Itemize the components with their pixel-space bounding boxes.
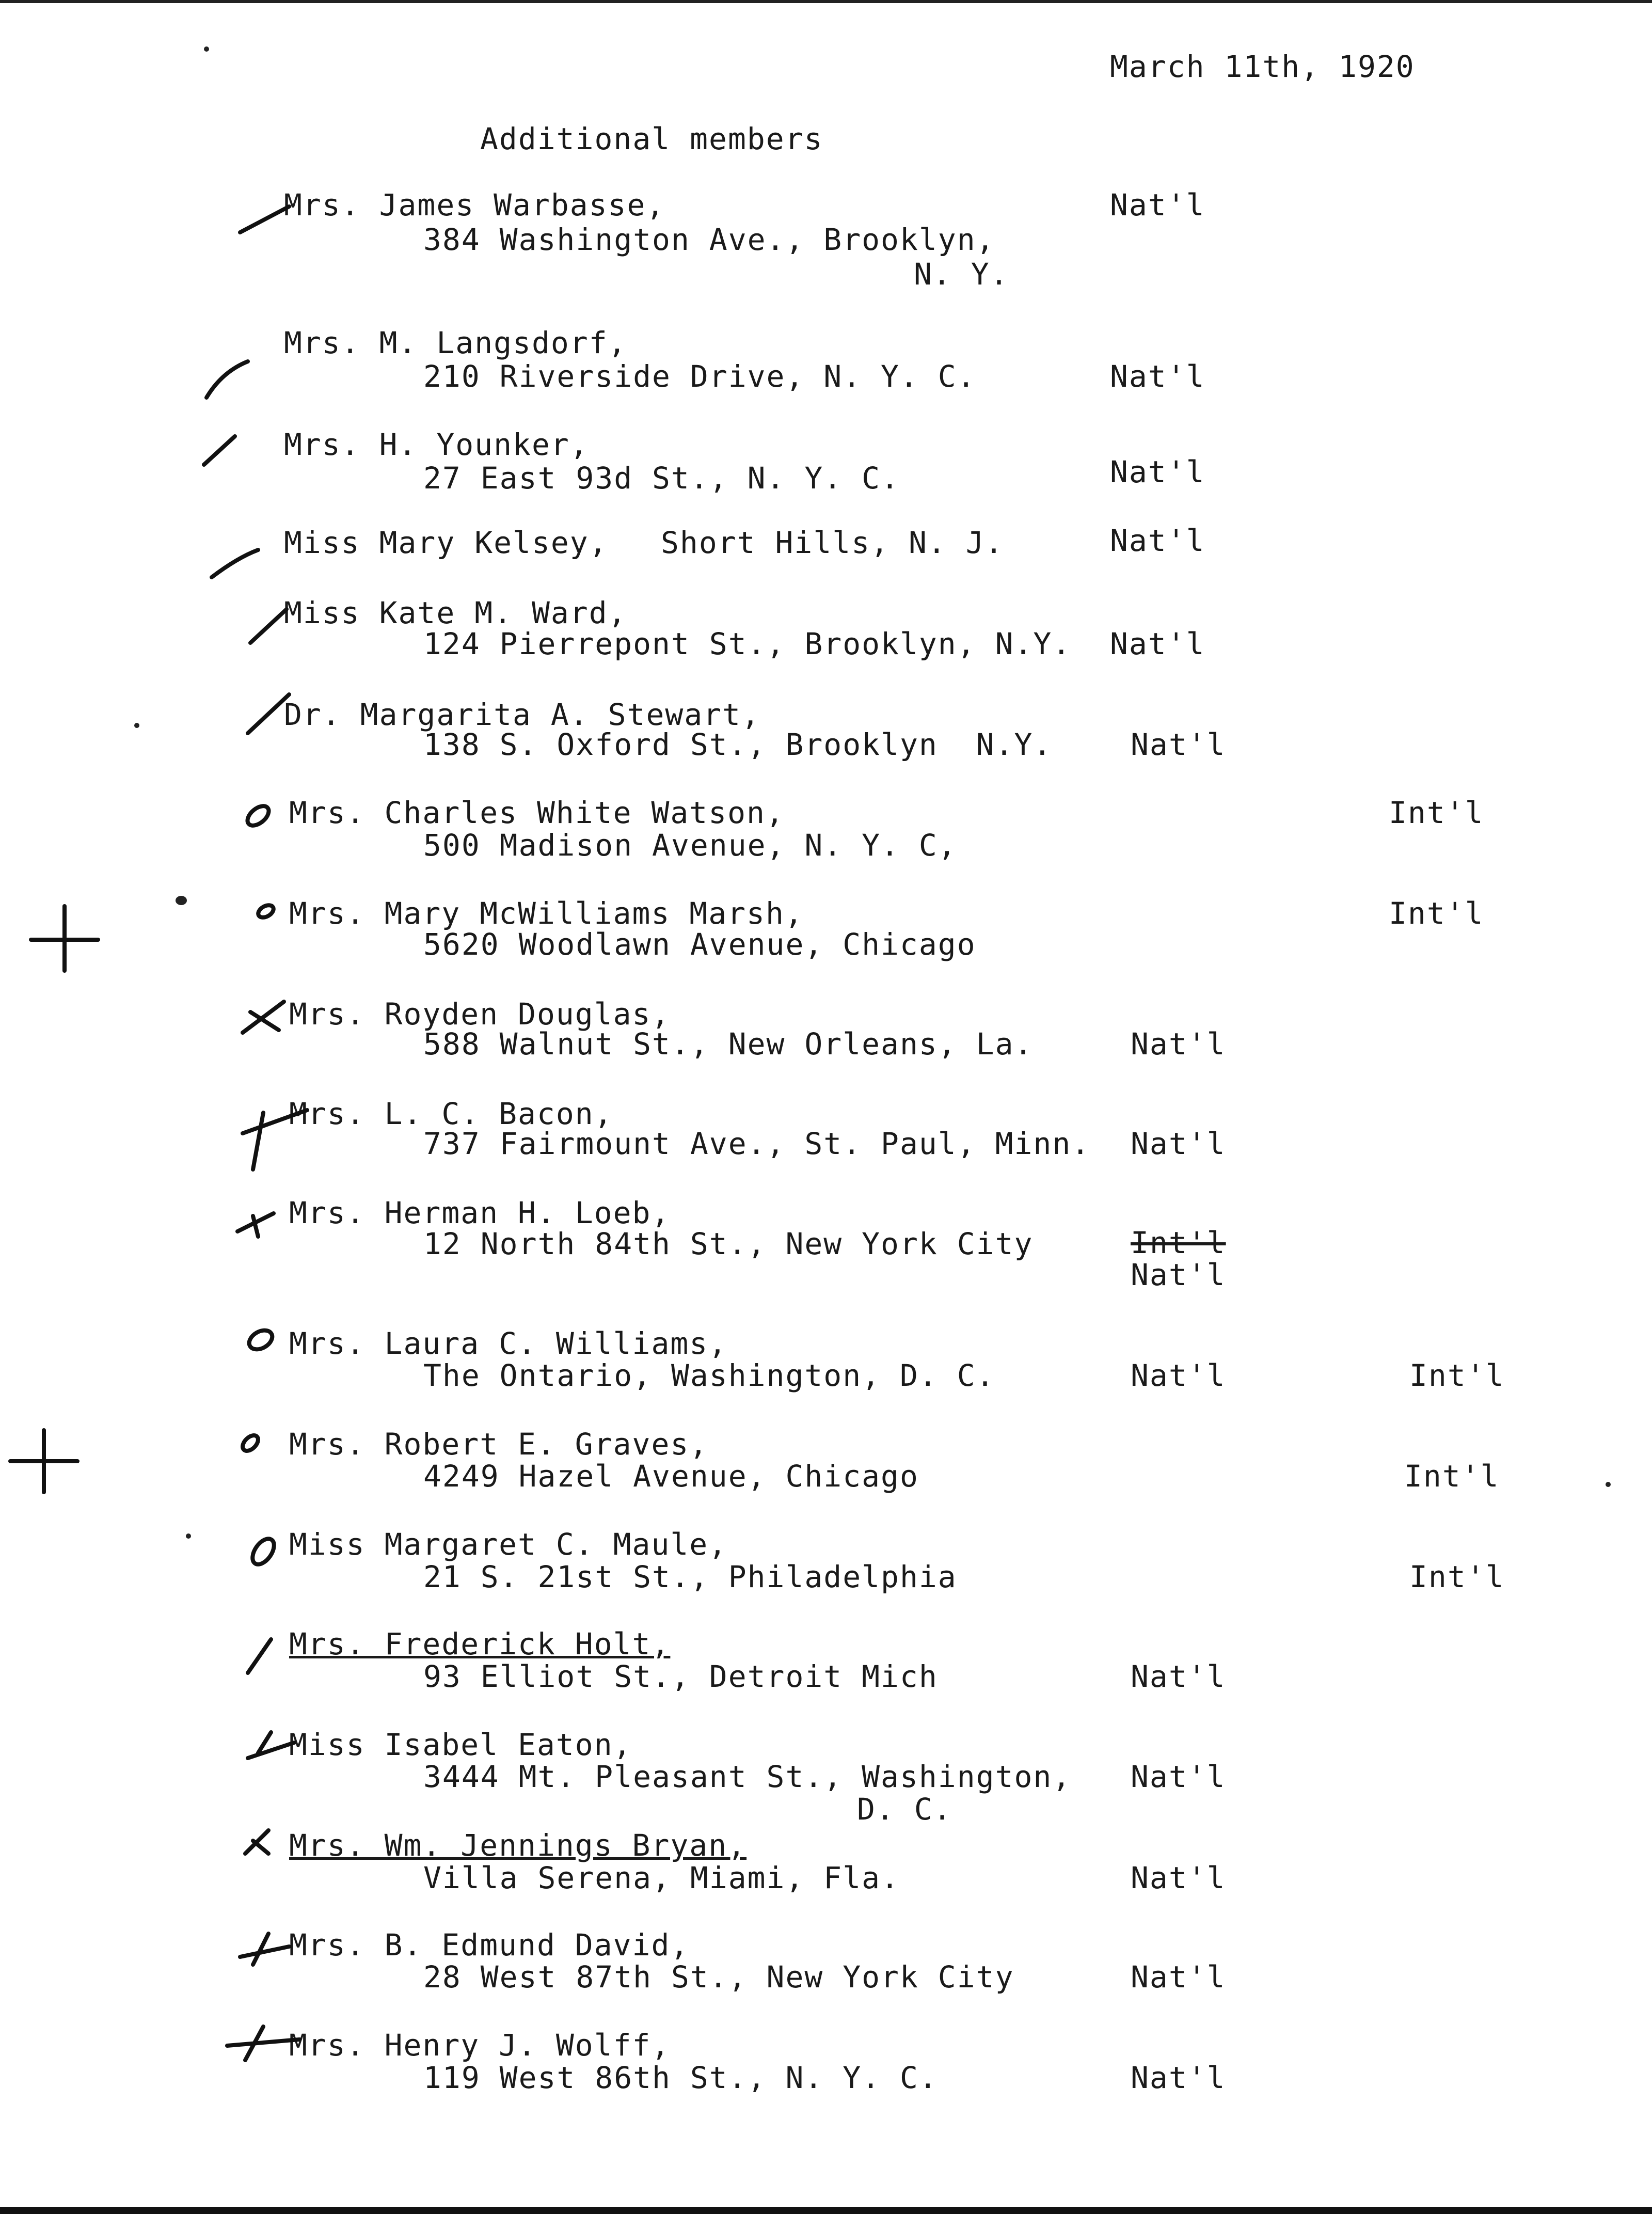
check-mark: [240, 207, 289, 232]
member-address: 4249 Hazel Avenue, Chicago: [423, 1459, 919, 1494]
cross-mark: [31, 906, 98, 971]
check-mark: [248, 1732, 294, 1758]
check-mark: [248, 694, 289, 733]
circle-mark: [244, 802, 273, 829]
check-mark: [204, 436, 235, 465]
nat-membership: Nat'l: [1131, 1659, 1226, 1694]
member-name: Mrs. H. Younker,: [284, 427, 589, 462]
scan-speck: [186, 1533, 191, 1539]
member-name: Mrs. Mary McWilliams Marsh,: [289, 896, 804, 931]
nat-membership: Nat'l: [1131, 1126, 1226, 1161]
member-name: Miss Isabel Eaton,: [289, 1727, 632, 1762]
member-name: Miss Mary Kelsey,: [284, 525, 608, 560]
member-name: Mrs. Charles White Watson,: [289, 795, 785, 830]
intl-membership: Int'l: [1389, 896, 1484, 931]
member-address-line2: N. Y.: [914, 257, 1009, 292]
nat-membership: Nat'l: [1110, 187, 1205, 223]
member-address: 3444 Mt. Pleasant St., Washington,: [423, 1759, 1072, 1794]
circle-mark: [246, 1326, 276, 1353]
check-mark: [248, 1639, 271, 1673]
member-address: 124 Pierrepont St., Brooklyn, N.Y.: [423, 626, 1072, 661]
member-address: 28 West 87th St., New York City: [423, 1959, 1014, 1995]
member-name: Mrs. M. Langsdorf,: [284, 325, 627, 360]
nat-membership: Nat'l: [1131, 1358, 1226, 1393]
intl-membership: Int'l: [1404, 1459, 1500, 1494]
check-mark: [245, 1830, 268, 1854]
intl-membership: Int'l: [1409, 1559, 1505, 1594]
intl-membership: Int'l: [1409, 1358, 1505, 1393]
intl-membership: Int'l: [1389, 795, 1484, 830]
check-mark: [237, 1213, 274, 1237]
document-date: March 11th, 1920: [1110, 49, 1415, 84]
member-name: Miss Kate M. Ward,: [284, 595, 627, 630]
member-name: Mrs. Robert E. Graves,: [289, 1427, 709, 1462]
member-name: Mrs. Royden Douglas,: [289, 997, 671, 1032]
nat-membership: Nat'l: [1131, 1759, 1226, 1794]
member-address-line2: D. C.: [857, 1792, 952, 1827]
nat-membership: Nat'l: [1131, 1257, 1226, 1292]
nat-membership: Nat'l: [1110, 359, 1205, 394]
check-mark: [243, 1002, 284, 1033]
member-address: 737 Fairmount Ave., St. Paul, Minn.: [423, 1126, 1091, 1161]
nat-membership: Nat'l: [1131, 727, 1226, 762]
member-name: Mrs. Henry J. Wolff,: [289, 2028, 671, 2063]
cross-mark: [10, 1430, 77, 1492]
member-address: 21 S. 21st St., Philadelphia: [423, 1559, 957, 1594]
member-address: Villa Serena, Miami, Fla.: [423, 1860, 900, 1895]
member-address: 119 West 86th St., N. Y. C.: [423, 2060, 938, 2095]
member-address: 12 North 84th St., New York City: [423, 1226, 1034, 1261]
member-name: Mrs. L. C. Bacon,: [289, 1096, 613, 1131]
member-address: 138 S. Oxford St., Brooklyn N.Y.: [423, 727, 1053, 762]
scan-speck: [134, 723, 139, 728]
check-mark: [227, 2027, 299, 2060]
nat-membership: Nat'l: [1110, 454, 1205, 489]
check-mark: [243, 1110, 307, 1169]
member-address: 5620 Woodlawn Avenue, Chicago: [423, 927, 976, 962]
member-address: 500 Madison Avenue, N. Y. C,: [423, 828, 957, 863]
member-address: 384 Washington Ave., Brooklyn,: [423, 222, 995, 257]
member-name: Miss Margaret C. Maule,: [289, 1527, 728, 1562]
circle-mark: [240, 1432, 261, 1453]
member-name: Mrs. Frederick Holt,: [289, 1626, 671, 1662]
nat-membership: Nat'l: [1131, 1860, 1226, 1895]
scan-speck: [176, 896, 187, 905]
member-name: Mrs. B. Edmund David,: [289, 1927, 690, 1963]
circle-mark: [248, 1535, 278, 1568]
member-address: Short Hills, N. J.: [661, 525, 1004, 560]
nat-membership: Nat'l: [1110, 626, 1205, 661]
member-name: Dr. Margarita A. Stewart,: [284, 697, 760, 732]
check-mark: [212, 550, 258, 577]
check-mark: [206, 361, 248, 398]
check-mark: [240, 1934, 289, 1965]
check-mark: [250, 609, 287, 643]
member-name: Mrs. James Warbasse,: [284, 187, 665, 223]
member-name: Mrs. Herman H. Loeb,: [289, 1195, 671, 1230]
member-name: Mrs. Wm. Jennings Bryan,: [289, 1828, 747, 1863]
nat-membership: Nat'l: [1131, 2060, 1226, 2095]
nat-membership: Nat'l: [1131, 1959, 1226, 1995]
circle-mark: [256, 903, 276, 920]
member-address: 210 Riverside Drive, N. Y. C.: [423, 359, 976, 394]
nat-membership: Nat'l: [1131, 1026, 1226, 1062]
member-address: 93 Elliot St., Detroit Mich: [423, 1659, 938, 1694]
scan-speck: [1606, 1482, 1611, 1487]
scan-edge-bottom: [0, 2207, 1652, 2214]
struck-intl-membership: Int'l: [1131, 1225, 1226, 1260]
member-address: 27 East 93d St., N. Y. C.: [423, 461, 900, 496]
scan-speck: [204, 46, 209, 52]
document-heading: Additional members: [480, 121, 823, 156]
member-address: 588 Walnut St., New Orleans, La.: [423, 1026, 1034, 1062]
member-address: The Ontario, Washington, D. C.: [423, 1358, 995, 1393]
member-name: Mrs. Laura C. Williams,: [289, 1326, 728, 1361]
nat-membership: Nat'l: [1110, 523, 1205, 558]
